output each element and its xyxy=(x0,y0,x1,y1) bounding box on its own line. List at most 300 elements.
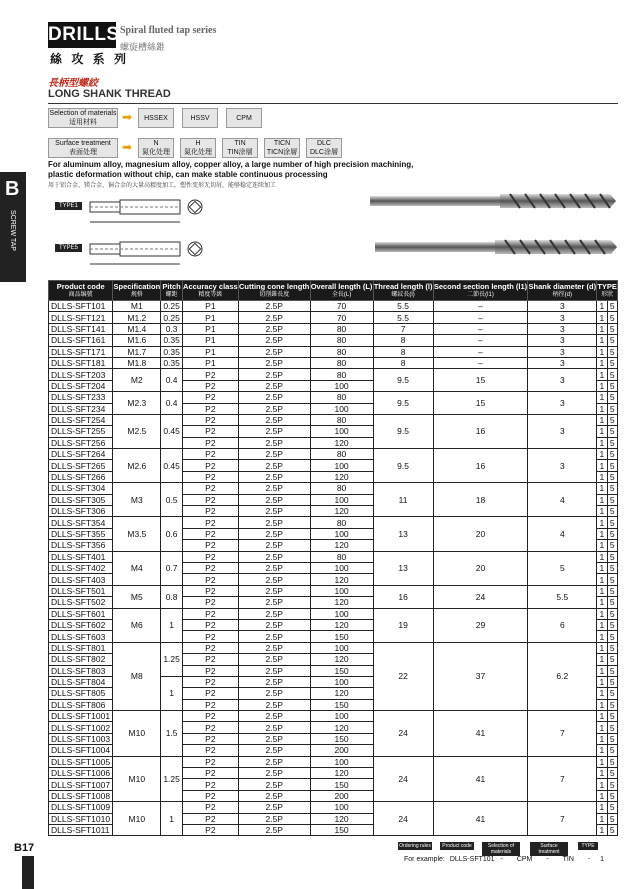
accuracy-cell: P2 xyxy=(182,380,238,391)
header-cn: 全長(L) xyxy=(331,291,352,298)
type-cell: 1 xyxy=(597,540,607,551)
product-code-cell: DLLS-SFT266 xyxy=(49,471,113,482)
table-row xyxy=(49,483,618,494)
cone-cell: 2.5P xyxy=(238,471,310,482)
spec-cell: M1.8 xyxy=(113,357,161,368)
overall-length-cell: 100 xyxy=(310,711,373,722)
shank-cell: 6 xyxy=(528,608,597,642)
overall-length-cell: 120 xyxy=(310,688,373,699)
thread-length-cell: 13 xyxy=(373,517,433,551)
surface-code: TIN xyxy=(234,140,246,147)
accuracy-cell: P2 xyxy=(182,733,238,744)
type-cell: 1 xyxy=(597,494,607,505)
cone-cell: 2.5P xyxy=(238,369,310,380)
surface-label-en: Surface treatment xyxy=(55,140,111,147)
second-length-cell: 37 xyxy=(433,642,528,710)
product-code-cell: DLLS-SFT161 xyxy=(49,335,113,346)
overall-length-cell: 150 xyxy=(310,665,373,676)
type-cell: 1 xyxy=(597,323,607,334)
second-length-cell: – xyxy=(433,357,528,368)
type-cell: 5 xyxy=(607,597,617,608)
overall-length-cell: 100 xyxy=(310,802,373,813)
overall-length-cell: 100 xyxy=(310,460,373,471)
type-cell: 1 xyxy=(597,312,607,323)
thread-length-cell: 5.5 xyxy=(373,312,433,323)
spec-cell: M10 xyxy=(113,711,161,757)
product-code-cell: DLLS-SFT171 xyxy=(49,346,113,357)
type-cell: 1 xyxy=(597,335,607,346)
example-value: - xyxy=(546,856,549,863)
pitch-cell: 0.25 xyxy=(161,301,183,312)
spec-cell: M10 xyxy=(113,802,161,836)
product-code-cell: DLLS-SFT801 xyxy=(49,642,113,653)
product-code-cell: DLLS-SFT501 xyxy=(49,585,113,596)
shank-cell: 7 xyxy=(528,711,597,757)
second-length-cell: – xyxy=(433,301,528,312)
type-cell: 1 xyxy=(597,768,607,779)
product-code-cell: DLLS-SFT355 xyxy=(49,528,113,539)
cone-cell: 2.5P xyxy=(238,540,310,551)
column-header xyxy=(238,281,310,301)
order-label: Product code xyxy=(440,842,474,850)
selection-label-cn: 适用材料 xyxy=(69,119,97,126)
product-code-cell: DLLS-SFT1002 xyxy=(49,722,113,733)
type-cell: 1 xyxy=(597,403,607,414)
type-cell: 5 xyxy=(607,699,617,710)
overall-length-cell: 200 xyxy=(310,790,373,801)
pitch-cell: 0.35 xyxy=(161,357,183,368)
section-divider xyxy=(48,103,618,104)
type-cell: 1 xyxy=(597,597,607,608)
material-option: CPM xyxy=(226,108,262,128)
type-cell: 5 xyxy=(607,460,617,471)
overall-length-cell: 100 xyxy=(310,585,373,596)
shank-cell: 3 xyxy=(528,346,597,357)
type-cell: 5 xyxy=(607,745,617,756)
surface-code: N xyxy=(153,140,159,147)
product-code-cell: DLLS-SFT602 xyxy=(49,619,113,630)
accuracy-cell: P1 xyxy=(182,335,238,346)
accuracy-cell: P2 xyxy=(182,483,238,494)
surface-option xyxy=(180,138,216,158)
overall-length-cell: 120 xyxy=(310,540,373,551)
spec-cell: M3 xyxy=(113,483,161,517)
type-cell: 5 xyxy=(607,802,617,813)
type-cell: 1 xyxy=(597,551,607,562)
arrow-icon: ➡ xyxy=(122,110,133,124)
pitch-cell: 0.3 xyxy=(161,323,183,334)
overall-length-cell: 100 xyxy=(310,528,373,539)
type-cell: 1 xyxy=(597,665,607,676)
overall-length-cell: 200 xyxy=(310,745,373,756)
surface-label xyxy=(48,138,118,158)
surface-code: H xyxy=(195,140,201,147)
cone-cell: 2.5P xyxy=(238,312,310,323)
thread-length-cell: 8 xyxy=(373,357,433,368)
spec-cell: M4 xyxy=(113,551,161,585)
header-cn: 柄徑(d) xyxy=(552,291,572,298)
table-row xyxy=(49,323,618,334)
overall-length-cell: 120 xyxy=(310,813,373,824)
product-code-cell: DLLS-SFT804 xyxy=(49,676,113,687)
type5-label: TYPE5 xyxy=(55,244,82,252)
table-row xyxy=(49,414,618,425)
type-cell: 5 xyxy=(607,608,617,619)
brand-cn: 絲 攻 系 列 xyxy=(50,52,130,66)
type-cell: 5 xyxy=(607,790,617,801)
shank-cell: 7 xyxy=(528,756,597,802)
spec-cell: M6 xyxy=(113,608,161,642)
overall-length-cell: 100 xyxy=(310,756,373,767)
table-row xyxy=(49,551,618,562)
accuracy-cell: P2 xyxy=(182,574,238,585)
cone-cell: 2.5P xyxy=(238,449,310,460)
thread-length-cell: 9.5 xyxy=(373,369,433,392)
cone-cell: 2.5P xyxy=(238,392,310,403)
table-row xyxy=(49,585,618,596)
surface-cn: DLC涂層 xyxy=(309,149,338,156)
product-code-cell: DLLS-SFT204 xyxy=(49,380,113,391)
accuracy-cell: P2 xyxy=(182,471,238,482)
shank-cell: 3 xyxy=(528,357,597,368)
accuracy-cell: P1 xyxy=(182,312,238,323)
header-cn: 商品编號 xyxy=(68,291,93,298)
accuracy-cell: P2 xyxy=(182,414,238,425)
product-code-cell: DLLS-SFT305 xyxy=(49,494,113,505)
type-cell: 5 xyxy=(607,688,617,699)
order-example xyxy=(404,856,604,863)
header-cn: 精度等級 xyxy=(198,291,223,298)
type-cell: 5 xyxy=(607,437,617,448)
cone-cell: 2.5P xyxy=(238,597,310,608)
shank-cell: 5 xyxy=(528,551,597,585)
pitch-cell: 0.45 xyxy=(161,449,183,483)
type-cell: 5 xyxy=(607,449,617,460)
selection-label xyxy=(48,108,118,128)
page-bar xyxy=(22,856,34,889)
type-cell: 1 xyxy=(597,357,607,368)
type-cell: 5 xyxy=(607,471,617,482)
type-cell: 5 xyxy=(607,665,617,676)
page-number: B17 xyxy=(14,842,35,854)
overall-length-cell: 150 xyxy=(310,699,373,710)
product-code-cell: DLLS-SFT233 xyxy=(49,392,113,403)
type-cell: 5 xyxy=(607,768,617,779)
shank-cell: 3 xyxy=(528,312,597,323)
shank-cell: 4 xyxy=(528,483,597,517)
column-header xyxy=(528,281,597,301)
surface-code: TICN xyxy=(273,140,291,147)
second-length-cell: 41 xyxy=(433,802,528,836)
pitch-cell: 0.35 xyxy=(161,335,183,346)
column-header xyxy=(373,281,433,301)
shank-cell: 3 xyxy=(528,369,597,392)
overall-length-cell: 120 xyxy=(310,768,373,779)
second-length-cell: – xyxy=(433,335,528,346)
type-cell: 1 xyxy=(597,471,607,482)
section-title-cn: 長柄型螺絞 xyxy=(48,78,98,89)
cone-cell: 2.5P xyxy=(238,323,310,334)
type1-label: TYPE1 xyxy=(55,202,82,210)
cone-cell: 2.5P xyxy=(238,562,310,573)
column-header xyxy=(310,281,373,301)
overall-length-cell: 150 xyxy=(310,631,373,642)
type-cell: 1 xyxy=(597,426,607,437)
cone-cell: 2.5P xyxy=(238,574,310,585)
accuracy-cell: P1 xyxy=(182,346,238,357)
type-cell: 1 xyxy=(597,506,607,517)
accuracy-cell: P2 xyxy=(182,506,238,517)
product-code-cell: DLLS-SFT1004 xyxy=(49,745,113,756)
type-cell: 1 xyxy=(597,733,607,744)
table-row xyxy=(49,312,618,323)
accuracy-cell: P2 xyxy=(182,460,238,471)
overall-length-cell: 100 xyxy=(310,403,373,414)
second-length-cell: 29 xyxy=(433,608,528,642)
table-row xyxy=(49,369,618,380)
shank-cell: 7 xyxy=(528,802,597,836)
type-cell: 5 xyxy=(607,517,617,528)
accuracy-cell: P2 xyxy=(182,813,238,824)
cone-cell: 2.5P xyxy=(238,688,310,699)
product-code-cell: DLLS-SFT234 xyxy=(49,403,113,414)
pitch-cell: 0.45 xyxy=(161,414,183,448)
order-label: Ordering rules xyxy=(399,843,431,849)
accuracy-cell: P2 xyxy=(182,824,238,835)
overall-length-cell: 120 xyxy=(310,437,373,448)
second-length-cell: – xyxy=(433,323,528,334)
type-cell: 5 xyxy=(607,483,617,494)
type-cell: 1 xyxy=(597,414,607,425)
type-cell: 1 xyxy=(597,301,607,312)
cone-cell: 2.5P xyxy=(238,711,310,722)
example-value: TIN xyxy=(562,856,574,863)
column-header xyxy=(433,281,528,301)
type-cell: 1 xyxy=(597,528,607,539)
description-line: plastic deformation without chip, can make stable continuous processing xyxy=(48,170,328,179)
header-en: Product code xyxy=(56,281,105,291)
column-header xyxy=(161,281,183,301)
thread-length-cell: 8 xyxy=(373,335,433,346)
product-code-cell: DLLS-SFT101 xyxy=(49,301,113,312)
type-cell: 5 xyxy=(607,756,617,767)
type-cell: 5 xyxy=(607,426,617,437)
type-cell: 1 xyxy=(597,392,607,403)
thread-length-cell: 24 xyxy=(373,711,433,757)
accuracy-cell: P2 xyxy=(182,426,238,437)
overall-length-cell: 120 xyxy=(310,597,373,608)
type-cell: 1 xyxy=(597,574,607,585)
cone-cell: 2.5P xyxy=(238,790,310,801)
overall-length-cell: 120 xyxy=(310,654,373,665)
accuracy-cell: P1 xyxy=(182,357,238,368)
product-code-cell: DLLS-SFT805 xyxy=(49,688,113,699)
thread-length-cell: 24 xyxy=(373,802,433,836)
product-code-cell: DLLS-SFT1011 xyxy=(49,824,113,835)
cone-cell: 2.5P xyxy=(238,665,310,676)
accuracy-cell: P2 xyxy=(182,437,238,448)
accuracy-cell: P2 xyxy=(182,665,238,676)
surface-cn: 氮化处理 xyxy=(184,149,212,156)
cone-cell: 2.5P xyxy=(238,619,310,630)
pitch-cell: 0.7 xyxy=(161,551,183,585)
spec-cell: M1.2 xyxy=(113,312,161,323)
cone-cell: 2.5P xyxy=(238,585,310,596)
shank-cell: 5.5 xyxy=(528,585,597,608)
type-cell: 5 xyxy=(607,722,617,733)
header-en: Overall length (L) xyxy=(310,281,373,291)
type-cell: 1 xyxy=(597,631,607,642)
cone-cell: 2.5P xyxy=(238,722,310,733)
type-cell: 5 xyxy=(607,779,617,790)
shank-cell: 3 xyxy=(528,335,597,346)
brand-logo: DRILLS xyxy=(48,22,116,48)
type-cell: 5 xyxy=(607,619,617,630)
accuracy-cell: P2 xyxy=(182,540,238,551)
table-row xyxy=(49,802,618,813)
overall-length-cell: 120 xyxy=(310,471,373,482)
overall-length-cell: 100 xyxy=(310,494,373,505)
second-length-cell: 41 xyxy=(433,756,528,802)
side-tab-letter: B xyxy=(5,178,20,200)
overall-length-cell: 100 xyxy=(310,642,373,653)
spec-cell: M3.5 xyxy=(113,517,161,551)
thread-length-cell: 8 xyxy=(373,346,433,357)
column-header xyxy=(597,281,618,301)
pitch-cell: 1.25 xyxy=(161,756,183,802)
type-cell: 1 xyxy=(597,608,607,619)
thread-length-cell: 5.5 xyxy=(373,301,433,312)
table-row xyxy=(49,608,618,619)
accuracy-cell: P2 xyxy=(182,722,238,733)
accuracy-cell: P2 xyxy=(182,608,238,619)
selection-label-en: Selection of materials xyxy=(49,110,117,117)
cone-cell: 2.5P xyxy=(238,642,310,653)
example-value: CPM xyxy=(516,856,533,863)
surface-option xyxy=(306,138,342,158)
product-code-cell: DLLS-SFT1010 xyxy=(49,813,113,824)
second-length-cell: – xyxy=(433,346,528,357)
spec-table xyxy=(48,280,618,836)
accuracy-cell: P2 xyxy=(182,790,238,801)
type-cell: 1 xyxy=(597,688,607,699)
overall-length-cell: 100 xyxy=(310,608,373,619)
cone-cell: 2.5P xyxy=(238,380,310,391)
pitch-cell: 0.35 xyxy=(161,346,183,357)
order-label: Selection of materials xyxy=(482,842,520,856)
table-row xyxy=(49,756,618,767)
type-cell: 5 xyxy=(607,414,617,425)
accuracy-cell: P2 xyxy=(182,449,238,460)
accuracy-cell: P2 xyxy=(182,562,238,573)
header-en: Thread length (l) xyxy=(373,281,433,291)
type-cell: 5 xyxy=(607,494,617,505)
example-value: 1 xyxy=(600,856,605,863)
product-code-cell: DLLS-SFT356 xyxy=(49,540,113,551)
thread-length-cell: 22 xyxy=(373,642,433,710)
accuracy-cell: P2 xyxy=(182,802,238,813)
column-header xyxy=(182,281,238,301)
type-cell: 1 xyxy=(597,460,607,471)
accuracy-cell: P2 xyxy=(182,768,238,779)
product-code-cell: DLLS-SFT304 xyxy=(49,483,113,494)
type-cell: 1 xyxy=(597,779,607,790)
type-cell: 1 xyxy=(597,562,607,573)
type-cell: 5 xyxy=(607,335,617,346)
product-code-cell: DLLS-SFT502 xyxy=(49,597,113,608)
accuracy-cell: P2 xyxy=(182,676,238,687)
product-code-cell: DLLS-SFT601 xyxy=(49,608,113,619)
type-cell: 1 xyxy=(597,756,607,767)
tap-photo-type5 xyxy=(375,236,618,258)
cone-cell: 2.5P xyxy=(238,824,310,835)
type-cell: 1 xyxy=(597,654,607,665)
surface-option xyxy=(138,138,174,158)
type-cell: 1 xyxy=(597,483,607,494)
shank-cell: 3 xyxy=(528,414,597,448)
accuracy-cell: P2 xyxy=(182,551,238,562)
type-cell: 1 xyxy=(597,722,607,733)
cone-cell: 2.5P xyxy=(238,813,310,824)
cone-cell: 2.5P xyxy=(238,733,310,744)
accuracy-cell: P1 xyxy=(182,323,238,334)
section-title: LONG SHANK THREAD xyxy=(48,88,171,100)
type-cell: 5 xyxy=(607,642,617,653)
pitch-cell: 0.4 xyxy=(161,369,183,392)
header-cn: 二節長(l1) xyxy=(467,291,494,298)
type-cell: 5 xyxy=(607,323,617,334)
type5-drawing xyxy=(80,232,210,272)
type-cell: 1 xyxy=(597,346,607,357)
table-row xyxy=(49,335,618,346)
product-code-cell: DLLS-SFT181 xyxy=(49,357,113,368)
pitch-cell: 1.25 xyxy=(161,642,183,676)
table-row xyxy=(49,449,618,460)
second-length-cell: 15 xyxy=(433,392,528,415)
type-cell: 5 xyxy=(607,301,617,312)
product-code-cell: DLLS-SFT306 xyxy=(49,506,113,517)
second-length-cell: – xyxy=(433,312,528,323)
order-label: TYPE xyxy=(578,842,598,850)
product-code-cell: DLLS-SFT603 xyxy=(49,631,113,642)
overall-length-cell: 80 xyxy=(310,346,373,357)
type-cell: 5 xyxy=(607,312,617,323)
order-label: Surface treatment xyxy=(530,842,568,856)
cone-cell: 2.5P xyxy=(238,437,310,448)
type-cell: 5 xyxy=(607,369,617,380)
second-length-cell: 16 xyxy=(433,414,528,448)
type-cell: 5 xyxy=(607,540,617,551)
thread-length-cell: 11 xyxy=(373,483,433,517)
shank-cell: 3 xyxy=(528,392,597,415)
thread-length-cell: 24 xyxy=(373,756,433,802)
spec-cell: M5 xyxy=(113,585,161,608)
product-code-cell: DLLS-SFT265 xyxy=(49,460,113,471)
spec-cell: M8 xyxy=(113,642,161,710)
accuracy-cell: P2 xyxy=(182,392,238,403)
thread-length-cell: 9.5 xyxy=(373,392,433,415)
pitch-cell: 0.4 xyxy=(161,392,183,415)
pitch-cell: 1 xyxy=(161,676,183,710)
table-row xyxy=(49,517,618,528)
product-code-cell: DLLS-SFT264 xyxy=(49,449,113,460)
type-cell: 5 xyxy=(607,357,617,368)
product-code-cell: DLLS-SFT401 xyxy=(49,551,113,562)
cone-cell: 2.5P xyxy=(238,414,310,425)
shank-cell: 4 xyxy=(528,517,597,551)
type-cell: 1 xyxy=(597,437,607,448)
type-cell: 1 xyxy=(597,824,607,835)
